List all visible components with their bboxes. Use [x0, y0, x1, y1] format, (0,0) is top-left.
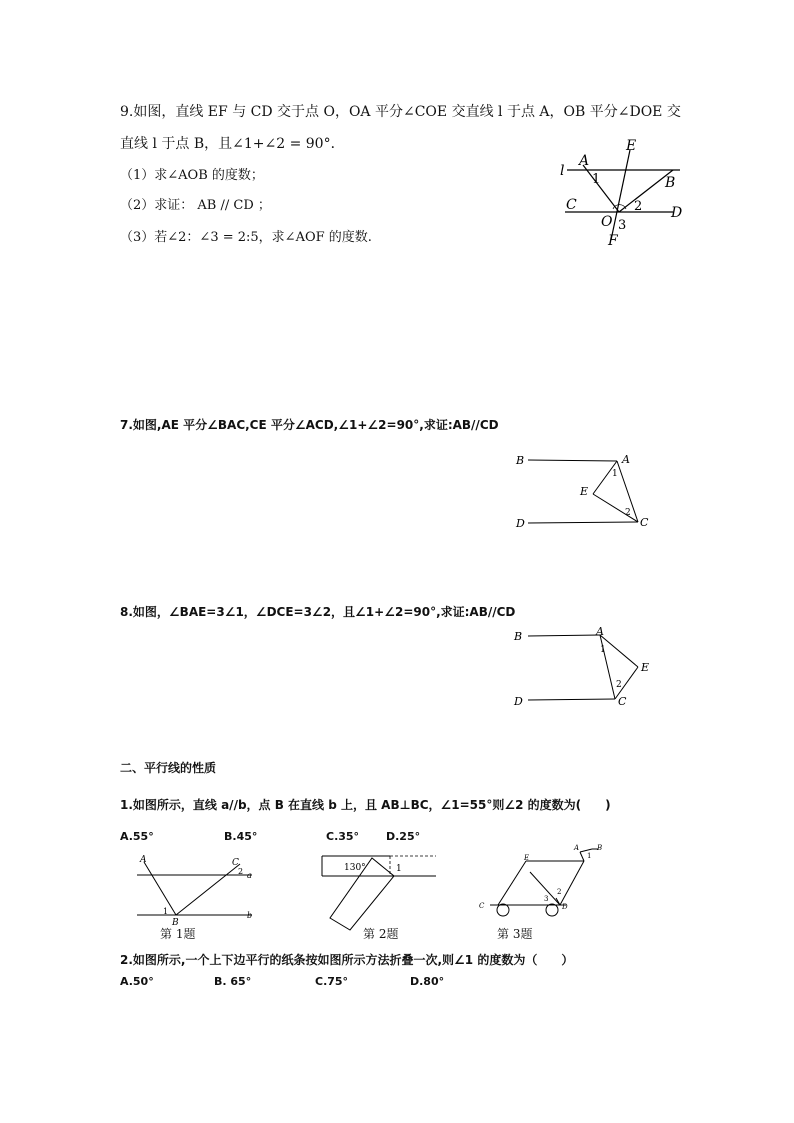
q1-option-d: D.25°	[386, 830, 421, 843]
q7-label-D: D	[516, 517, 525, 530]
fig1-label-b: b	[247, 911, 253, 920]
fig3-label-B: B	[597, 844, 603, 852]
q8-label-E: E	[641, 661, 650, 674]
q8-label-A: A	[596, 625, 604, 638]
fig3-label-3: 3	[544, 895, 549, 903]
fig3-label-E: E	[524, 854, 530, 862]
q7-label-2: 2	[625, 508, 631, 518]
q1-figure-3	[476, 838, 616, 930]
q7-label-1: 1	[612, 469, 618, 479]
q9-label-3: 3	[618, 218, 627, 233]
q9-label-B: B	[665, 175, 676, 191]
fig1-label-1: 1	[163, 907, 169, 916]
q9-figure	[555, 135, 695, 250]
fig3-label-A: A	[574, 844, 580, 852]
fig3-caption: 第 3题	[497, 927, 533, 941]
q9-line2: 直线 l 于点 B，且∠1+∠2 = 90°．	[120, 136, 345, 152]
q7-figure	[510, 448, 670, 533]
section-heading: 二、平行线的性质	[120, 761, 217, 775]
q7-text: 7.如图,AE 平分∠BAC,CE 平分∠ACD,∠1+∠2=90°,求证:AB//CD	[120, 418, 499, 432]
q8-label-D: D	[514, 695, 523, 708]
q8-figure	[510, 625, 670, 710]
q2-option-d: D.80°	[410, 975, 445, 988]
fig1-label-2: 2	[238, 867, 244, 876]
q9-line1: 9.如图，直线 EF 与 CD 交于点 O，OA 平分∠COE 交直线 l 于点 A，OB 平分∠DOE 交	[120, 104, 681, 120]
q8-label-B: B	[514, 630, 523, 643]
q1-option-b: B.45°	[224, 830, 258, 843]
q1-option-c: C.35°	[326, 830, 360, 843]
q9-label-C: C	[566, 197, 577, 213]
fig1-label-B: B	[172, 918, 179, 928]
q9-part2: （2）求证： AB // CD ；	[120, 198, 271, 213]
q7-label-E: E	[580, 485, 589, 498]
fig3-label-C: C	[479, 902, 485, 910]
q9-label-2: 2	[634, 199, 643, 214]
q8-text: 8.如图，∠BAE=3∠1，∠DCE=3∠2，且∠1+∠2=90°,求证:AB//CD	[120, 605, 516, 619]
q9-label-l: l	[560, 163, 565, 179]
q9-part3: （3）若∠2：∠3 = 2:5，求∠AOF 的度数.	[120, 230, 372, 245]
q2-option-b: B. 65°	[214, 975, 252, 988]
fig1-label-a: a	[247, 871, 252, 880]
fig2-angle-label: 130°	[344, 863, 366, 873]
q9-label-1: 1	[592, 172, 601, 187]
fig1-label-A: A	[140, 855, 147, 865]
q9-label-D: D	[671, 205, 683, 221]
q9-label-A: A	[579, 153, 590, 169]
fig3-label-2: 2	[557, 888, 562, 896]
q1-text: 1.如图所示，直线 a//b，点 B 在直线 b 上，且 AB⊥BC，∠1=55°则∠2 的度数为( )	[120, 798, 611, 812]
q8-label-2: 2	[616, 680, 622, 690]
fig2-caption: 第 2题	[363, 927, 399, 941]
q2-option-a: A.50°	[120, 975, 154, 988]
q2-text: 2.如图所示,一个上下边平行的纸条按如图所示方法折叠一次,则∠1 的度数为（ ）	[120, 953, 574, 967]
q9-label-O: O	[601, 214, 613, 230]
q7-label-B: B	[516, 454, 525, 467]
q8-label-C: C	[618, 695, 627, 708]
q9-part1: （1）求∠AOB 的度数；	[120, 168, 264, 183]
fig1-caption: 第 1题	[160, 927, 196, 941]
q1-option-a: A.55°	[120, 830, 154, 843]
fig3-label-1: 1	[587, 852, 592, 860]
q9-label-E: E	[626, 138, 637, 154]
q9-label-F: F	[608, 233, 618, 249]
q8-label-1: 1	[600, 645, 606, 655]
fig3-label-D: D	[562, 903, 568, 911]
q2-option-c: C.75°	[315, 975, 349, 988]
fig2-label-1: 1	[396, 864, 402, 874]
q7-label-A: A	[622, 453, 630, 466]
fig1-label-C: C	[232, 858, 239, 868]
q7-label-C: C	[640, 516, 649, 529]
